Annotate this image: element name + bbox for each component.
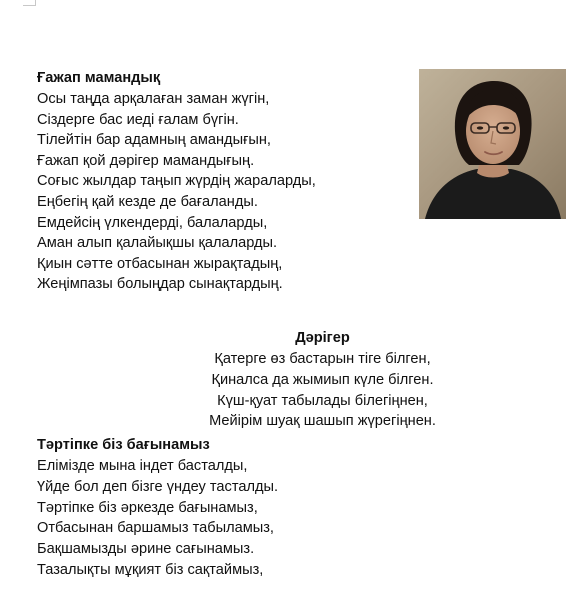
poem-line: Елімізде мына індет басталды, — [37, 458, 248, 474]
poem-title: Дәрігер — [295, 330, 350, 346]
poem-line: Ғажап қой дәрігер мамандығың. — [37, 152, 255, 169]
poem-line: Қатерге өз бастарын тіге білген, — [214, 351, 431, 367]
poem-gazhap-mamandyk — [37, 68, 316, 295]
poem-title: Тәртіпке біз бағынамыз — [37, 437, 210, 453]
poem-line: Тазалықты мұқият біз сақтаймыз, — [37, 561, 264, 578]
poem-line: Тәртіпке біз әркезде бағынамыз, — [37, 499, 258, 516]
poem-line: Қиналса да жымиып күле білген. — [211, 371, 434, 388]
poem-tartipke-biz-bagynamyz — [37, 435, 278, 581]
poem-line: Еңбегің қай кезде де бағаланды. — [37, 193, 258, 210]
poem-line: Қиын сәтте отбасынан жырақтадың, — [37, 255, 283, 272]
poem-line: Емдейсің үлкендерді, балаларды, — [37, 214, 268, 231]
poem-title: Ғажап мамандық — [37, 70, 161, 86]
poem-line: Отбасынан баршамыз табыламыз, — [37, 520, 274, 537]
poem-line: Мейірім шуақ шашып жүрегіңнен. — [209, 413, 436, 430]
poem-line: Соғыс жылдар таңып жүрдің жараларды, — [37, 173, 316, 190]
poem-line: Сіздерге бас иеді ғалам бүгін. — [37, 111, 239, 128]
poem-line: Осы таңда арқалаған заман жүгін, — [37, 91, 270, 107]
author-portrait-photo — [419, 69, 566, 219]
poem-line: Жеңімпазы болыңдар сынақтардың. — [37, 276, 283, 293]
poem-line: Күш-қуат табылады білегіңнен, — [217, 392, 428, 409]
poem-line: Үйде бол деп бізге үндеу тасталды. — [37, 478, 279, 495]
poem-line: Бақшамызды әрине сағынамыз. — [37, 541, 255, 558]
poem-line: Аман алып қалайықшы қалаларды. — [37, 235, 278, 252]
portrait-photo-icon — [419, 69, 566, 219]
poem-line: Тілейтін бар адамның амандығын, — [37, 132, 271, 149]
poem-darigen — [150, 328, 495, 432]
